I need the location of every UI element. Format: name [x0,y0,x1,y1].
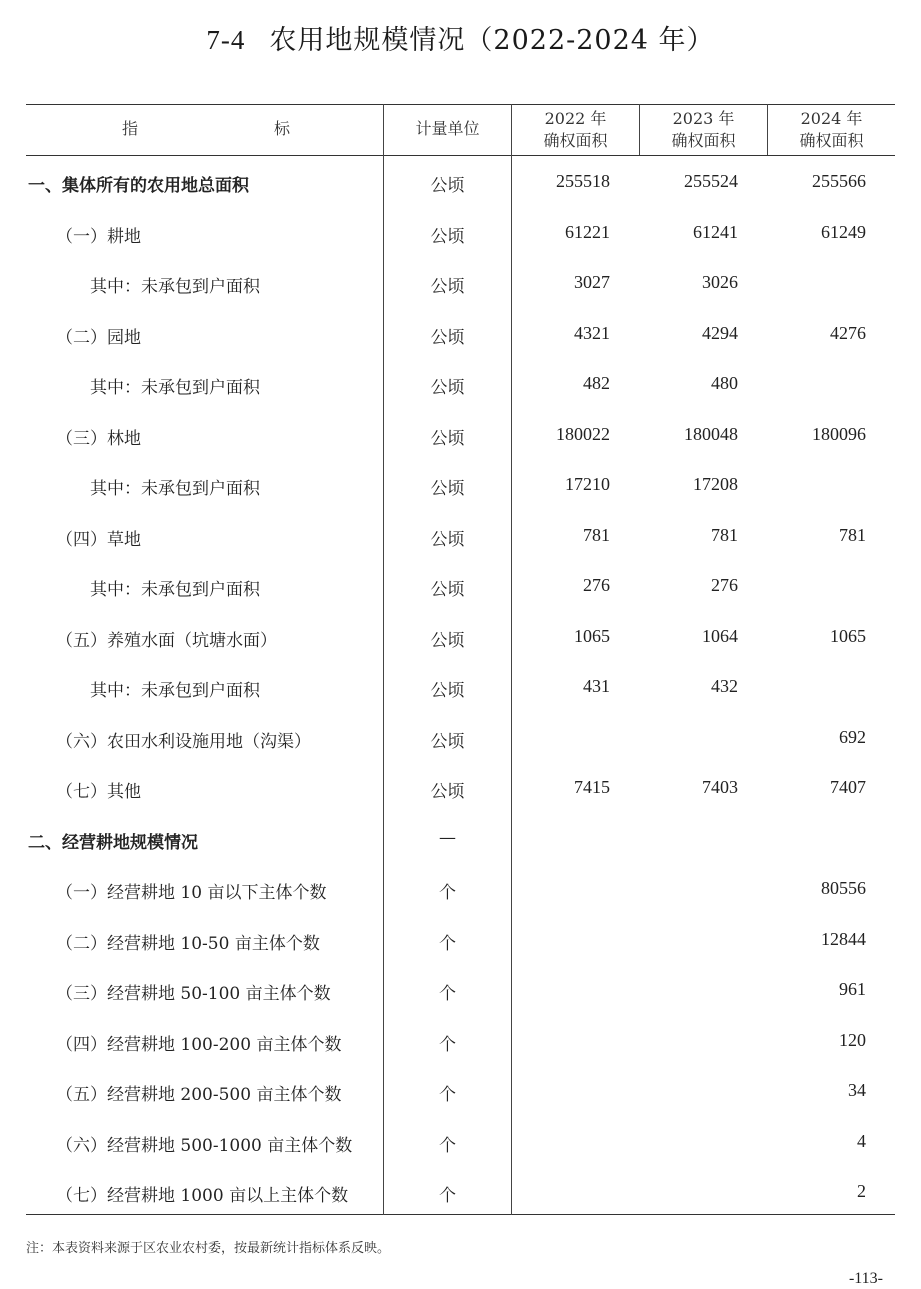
row-label: （五）养殖水面（坑塘水面） [56,630,277,651]
table-row [0,626,921,654]
row-unit: 公顷 [430,428,465,449]
table-row [0,525,921,553]
row-label: （四）经营耕地 100-200 亩主体个数 [56,1034,342,1055]
value-2024: 692 [839,726,866,747]
row-label: （六）经营耕地 500-1000 亩主体个数 [56,1135,353,1156]
row-label: 其中：未承包到户面积 [90,277,260,297]
value-2022: 1065 [574,625,610,646]
table-top-rule [26,104,895,105]
header-indicator-char-1: 指 [121,119,138,138]
row-unit: 公顷 [430,277,465,297]
row-label: （一）耕地 [56,226,141,247]
value-2023: 480 [711,373,738,393]
value-2024: 2 [857,1181,866,1201]
table-row [0,878,921,906]
table-row [0,222,921,250]
row-unit: 公顷 [430,580,465,600]
table-row [0,575,921,603]
table-number: 7-4 [206,25,246,55]
table-row [0,474,921,502]
row-label: （五）经营耕地 200-500 亩主体个数 [56,1085,342,1105]
value-2024: 4276 [830,322,866,343]
value-2022: 61221 [565,221,610,242]
row-unit: 公顷 [430,782,465,802]
row-label: 其中：未承包到户面积 [90,681,260,701]
value-2024: 34 [848,1080,866,1100]
row-unit: 个 [439,883,456,903]
value-2022: 180022 [556,423,610,444]
row-label: （四）草地 [56,529,141,550]
table-row [0,676,921,704]
table-row [0,828,921,856]
table-row [0,929,921,957]
value-2024: 255566 [812,171,866,191]
value-2022: 781 [583,524,610,545]
table-row [0,424,921,452]
value-2023: 4294 [702,322,738,343]
row-label: 二、经营耕地规模情况 [28,832,198,853]
row-unit: 个 [439,984,456,1004]
header-unit: 计量单位 [415,119,480,138]
value-2024: 7407 [830,777,866,797]
row-label: （三）林地 [56,428,141,449]
row-unit: 公顷 [430,327,465,348]
value-2022: 276 [583,575,610,595]
value-2023: 17208 [693,474,738,494]
value-2024: 180096 [812,423,866,444]
row-unit: 公顷 [430,630,465,651]
header-2024-year: 2024 年 [800,109,863,128]
value-2024: 80556 [821,878,866,898]
value-2023: 432 [711,676,738,696]
row-unit: 个 [439,933,456,954]
value-2023: 1064 [702,625,738,646]
value-2022: 482 [583,373,610,393]
value-2023: 255524 [684,171,738,191]
value-2024: 120 [839,1029,866,1050]
value-2023: 7403 [702,777,738,797]
value-2024: 961 [839,979,866,999]
value-2024: 1065 [830,625,866,646]
value-2023: 180048 [684,423,738,444]
value-2024: 61249 [821,221,866,242]
value-2024: 4 [857,1130,866,1151]
table-row [0,171,921,199]
row-unit: 公顷 [430,176,465,196]
header-bottom-rule [26,155,895,156]
row-unit: 公顷 [430,529,465,550]
header-2024 [768,108,895,152]
row-label: （六）农田水利设施用地（沟渠） [56,731,311,752]
header-2023-sub: 确权面积 [671,131,736,150]
row-label: （二）经营耕地 10-50 亩主体个数 [56,933,320,954]
row-unit: 个 [439,1135,456,1156]
page-number: -113- [848,1270,883,1287]
value-2022: 4321 [574,322,610,343]
value-2023: 3026 [702,272,738,292]
value-2022: 431 [583,676,610,696]
row-label: （七）其他 [56,782,141,802]
value-2022: 3027 [574,272,610,292]
header-2022-year: 2022 年 [544,109,607,128]
row-label: （三）经营耕地 50-100 亩主体个数 [56,984,331,1004]
row-unit: 个 [439,1085,456,1105]
table-row [0,323,921,351]
value-2023: 276 [711,575,738,595]
row-label: 其中：未承包到户面积 [90,479,260,499]
table-bottom-rule [26,1214,895,1215]
row-unit: 公顷 [430,479,465,499]
header-2022 [512,108,639,152]
value-2023: 781 [711,524,738,545]
table-row [0,1080,921,1108]
header-2022-sub: 确权面积 [543,131,608,150]
table-note: 注：本表资料来源于区农业农村委，按最新统计指标体系反映。 [26,1241,391,1256]
row-unit: 个 [439,1186,456,1206]
row-label: （二）园地 [56,327,141,348]
header-2023-year: 2023 年 [672,109,735,128]
table-row [0,272,921,300]
table-title: 农用地规模情况（2022-2024 年） [269,25,715,56]
row-label: 其中：未承包到户面积 [90,580,260,600]
table-row [0,777,921,805]
table-row [0,979,921,1007]
table-row [0,1030,921,1058]
row-unit: 公顷 [430,378,465,398]
row-unit: 公顷 [430,226,465,247]
header-indicator-char-2: 标 [273,119,290,138]
row-label: 一、集体所有的农用地总面积 [28,176,249,196]
row-label: （七）经营耕地 1000 亩以上主体个数 [56,1186,349,1206]
header-2023 [640,108,767,152]
row-unit: 个 [439,1034,456,1055]
value-2023: 61241 [693,221,738,242]
row-unit: 公顷 [430,681,465,701]
value-2022: 17210 [565,474,610,494]
page-title [0,18,921,57]
value-2022: 7415 [574,777,610,797]
row-unit: 公顷 [430,731,465,752]
table-row [0,1131,921,1159]
row-label: （一）经营耕地 10 亩以下主体个数 [56,883,327,903]
value-2024: 12844 [821,928,866,949]
row-unit: — [439,827,456,848]
value-2024: 781 [839,524,866,545]
header-2024-sub: 确权面积 [799,131,864,150]
value-2022: 255518 [556,171,610,191]
table-row [0,727,921,755]
row-label: 其中：未承包到户面积 [90,378,260,398]
table-row [0,1181,921,1209]
table-row [0,373,921,401]
